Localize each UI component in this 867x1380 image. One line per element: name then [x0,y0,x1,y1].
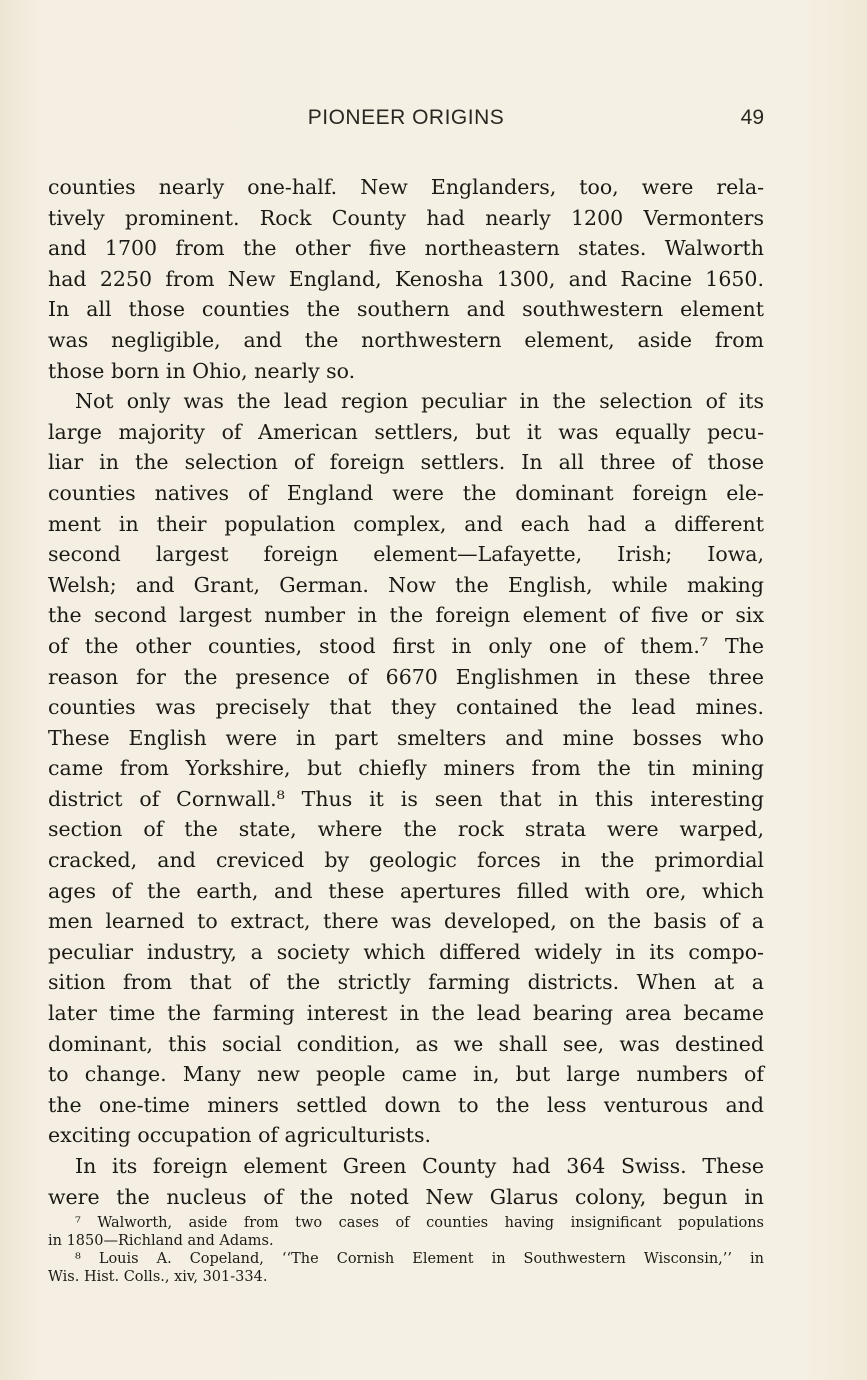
text-line: those born in Ohio, nearly so. [48,358,356,383]
text-line: to change. Many new people came in, but large numbers of [48,1062,764,1087]
text-line: later time the farming interest in the lead bearing area became [48,1001,764,1026]
footnote-8: ⁸ Louis A. Copeland, ‘‘The Cornish Element in Southwestern Wisconsin,’’ in [75,1251,764,1267]
text-line: large majority of American settlers, but it was equally pecu- [48,419,764,444]
text-line: tively prominent. Rock County had nearly 1200 Vermonters [48,205,764,230]
text-line: sition from that of the strictly farming districts. When at a [48,970,764,995]
text-line: district of Cornwall.⁸ Thus it is seen that in this interesting [48,786,764,811]
text-line: were the nucleus of the noted New Glarus colony, begun in [48,1184,764,1209]
text-line: came from Yorkshire, but chiefly miners from the tin mining [48,756,764,781]
paragraph-first-line: In its foreign element Green County had 364 Swiss. These [75,1154,764,1178]
text-line: was negligible, and the northwestern element, aside from [48,327,764,352]
text-line: Welsh; and Grant, German. Now the English, while making [48,572,764,597]
text-line: had 2250 from New England, Kenosha 1300, and Racine 1650. [48,266,764,291]
text-line: counties nearly one-half. New Englanders, too, were rela- [48,175,764,199]
text-line: men learned to extract, there was developed, on the basis of a [48,909,764,934]
text-line: exciting occupation of agriculturists. [48,1123,432,1148]
text-line: and 1700 from the other five northeastern states. Walworth [48,236,764,261]
text-line: the one-time miners settled down to the less venturous and [48,1092,764,1117]
text-line: liar in the selection of foreign settlers. In all three of those [48,450,764,475]
text-line: reason for the presence of 6670 Englishmen in these three [48,664,764,689]
text-line: These English were in part smelters and mine bosses who [48,725,764,750]
page-number: 49 [740,106,764,129]
text-line: ment in their population complex, and each had a different [48,511,764,536]
footnote-7-continued: in 1850—Richland and Adams. [48,1233,274,1249]
page-header [48,106,764,136]
paragraph-first-line: Not only was the lead region peculiar in the selection of its [75,389,764,414]
text-line: section of the state, where the rock strata were warped, [48,817,764,842]
footnote-7: ⁷ Walworth, aside from two cases of counties having insignificant populations [75,1215,764,1231]
text-line: counties natives of England were the dominant foreign ele- [48,480,764,505]
footnotes [48,1214,764,1286]
text-line: counties was precisely that they contained the lead mines. [48,695,764,720]
body-text [48,172,764,1212]
text-line: dominant, this social condition, as we shall see, was destined [48,1031,764,1056]
text-line: ages of the earth, and these apertures filled with ore, which [48,878,764,903]
running-head: PIONEER ORIGINS [307,106,505,129]
text-line: of the other counties, stood first in only one of them.⁷ The [48,633,764,658]
text-line: the second largest number in the foreign element of five or six [48,603,764,628]
text-line: cracked, and creviced by geologic forces in the primordial [48,848,764,873]
text-line: In all those counties the southern and southwestern element [48,297,764,322]
text-line: second largest foreign element—Lafayette, Irish; Iowa, [48,542,764,567]
text-line: peculiar industry, a society which differed widely in its compo- [48,939,764,964]
footnote-8-continued: Wis. Hist. Colls., xiv, 301-334. [48,1269,268,1285]
